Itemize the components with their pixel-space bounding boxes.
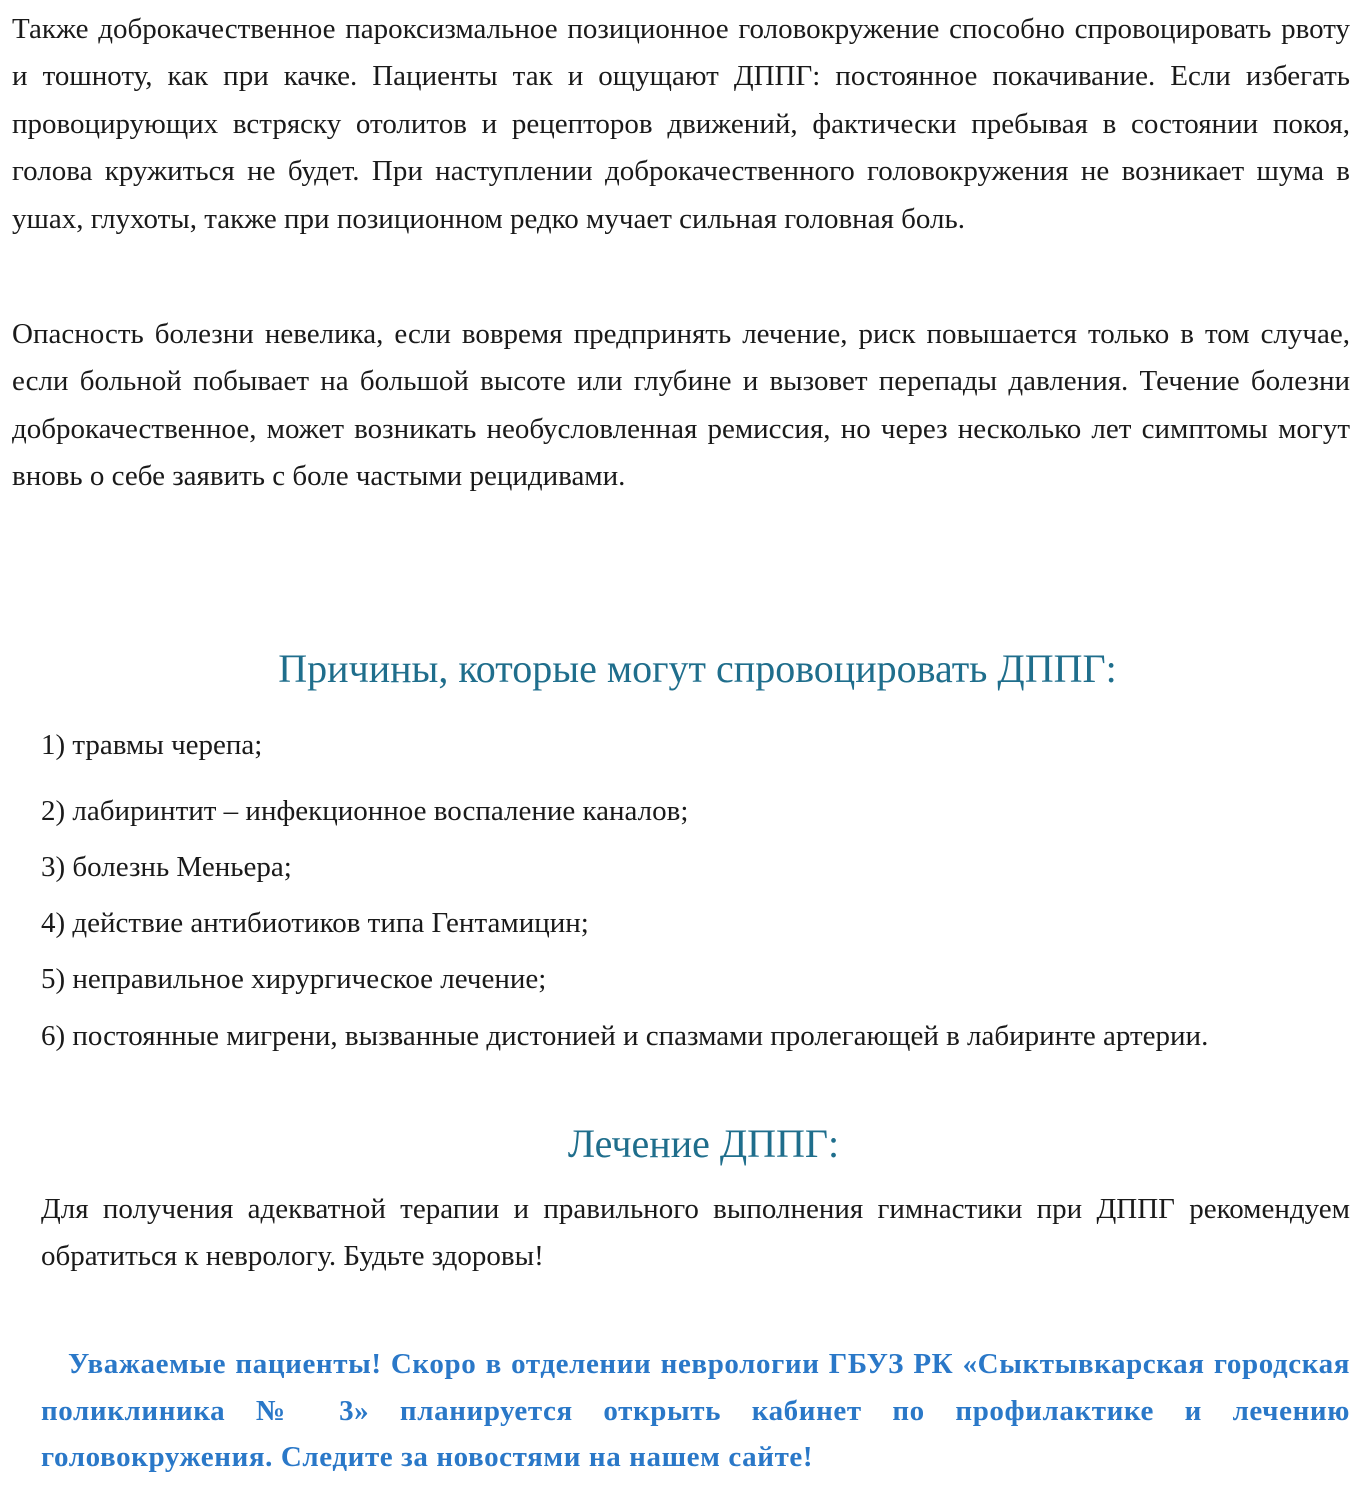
- cause-item: 2) лабиринтит – инфекционное воспаление каналов;: [41, 795, 689, 827]
- treatment-heading: Лечение ДППГ:: [567, 1121, 840, 1166]
- treatment-paragraph: Для получения адекватной терапии и правильного выполнения гимнастики при ДППГ рекомендуем обратиться к неврологу. Будьте здоровы!: [41, 1193, 1350, 1273]
- clinic-notice: Уважаемые пациенты! Скоро в отделении неврологии ГБУЗ РК «Сыктывкарская городская поликлиника № 3» планируется открыть кабинет по профилактике и лечению головокружения. Следите за новостями на нашем сайте!: [41, 1348, 1350, 1473]
- cause-item: 5) неправильное хирургическое лечение;: [41, 963, 547, 995]
- cause-item: 6) постоянные мигрени, вызванные дистонией и спазмами пролегающей в лабиринте артерии.: [41, 1020, 1209, 1052]
- danger-paragraph: Опасность болезни невелика, если вовремя предпринять лечение, риск повышается только в том случае, если больной побывает на большой высоте или глубине и вызовет перепады давления. Течение болезни доброкачественное, может возникать необусловленная ремиссия, но через несколько лет симптомы могут вновь о себе заявить с боле частыми рецидивами.: [12, 318, 1350, 493]
- cause-item: 4) действие антибиотиков типа Гентамицин;: [41, 907, 589, 939]
- intro-paragraph: Также доброкачественное пароксизмальное позиционное головокружение способно спровоцировать рвоту и тошноту, как при качке. Пациенты так и ощущают ДППГ: постоянное покачивание. Если избегать провоцирующих встряску отолитов и рецепторов движений, фактически пребывая в состоянии покоя, голова кружиться не будет. При наступлении доброкачественного головокружения не возникает шума в ушах, глухоты, также при позиционном редко мучает сильная головная боль.: [12, 13, 1350, 235]
- causes-heading: Причины, которые могут спровоцировать ДППГ:: [278, 646, 1117, 691]
- cause-item: 1) травмы черепа;: [41, 729, 263, 761]
- cause-item: 3) болезнь Меньера;: [41, 851, 292, 883]
